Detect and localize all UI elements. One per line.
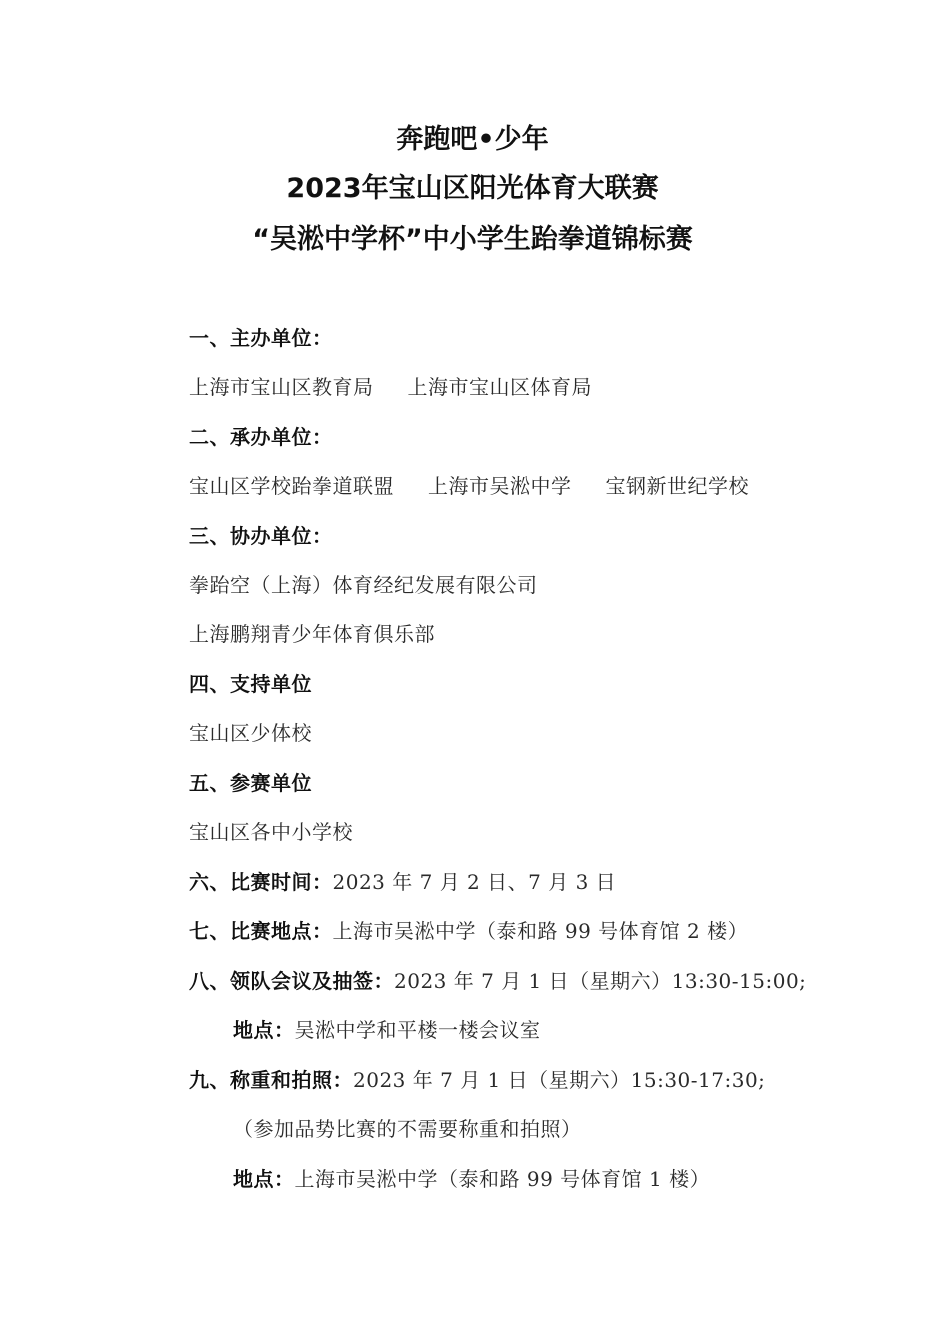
- undertaker-1: 宝山区学校跆拳道联盟: [189, 474, 394, 498]
- section-1-content: [189, 372, 592, 402]
- section-5-heading: 五、参赛单位: [189, 771, 312, 795]
- weigh-in-place: 上海市吴淞中学（泰和路 99 号体育馆 1 楼）: [294, 1167, 711, 1191]
- organizer-2: 上海市宝山区体育局: [407, 375, 592, 399]
- organizer-1: 上海市宝山区教育局: [189, 375, 374, 399]
- weigh-in-place-label: 地点：: [233, 1167, 295, 1191]
- weigh-in-note: （参加品势比赛的不需要称重和拍照）: [233, 1117, 582, 1141]
- match-venue: 上海市吴淞中学（泰和路 99 号体育馆 2 楼）: [332, 919, 749, 943]
- supporter-1: 宝山区少体校: [189, 721, 312, 745]
- meeting-place: 吴淞中学和平楼一楼会议室: [294, 1018, 541, 1042]
- section-8-place-row: [233, 1015, 541, 1045]
- section-6-row: [189, 867, 616, 897]
- participant-1: 宝山区各中小学校: [189, 820, 353, 844]
- co-organizer-1: 拳跆空（上海）体育经纪发展有限公司: [189, 573, 538, 597]
- co-organizer-2: 上海鹏翔青少年体育俱乐部: [189, 622, 435, 646]
- title-line-2: 2023年宝山区阳光体育大联赛: [286, 173, 659, 204]
- section-7-row: [189, 916, 748, 946]
- section-1-heading: 一、主办单位：: [189, 326, 333, 350]
- undertaker-3: 宝钢新世纪学校: [605, 474, 749, 498]
- section-2-heading: 二、承办单位：: [189, 425, 333, 449]
- weigh-in-time: 2023 年 7 月 1 日（星期六）15:30-17:30;: [353, 1068, 766, 1092]
- section-6-heading: 六、比赛时间：: [189, 870, 333, 894]
- section-3-heading: 三、协办单位：: [189, 524, 333, 548]
- section-8-heading: 八、领队会议及抽签：: [189, 969, 394, 993]
- section-4-heading: 四、支持单位: [189, 672, 312, 696]
- meeting-place-label: 地点：: [233, 1018, 295, 1042]
- title-line-1: 奔跑吧•少年: [396, 124, 549, 155]
- match-time: 2023 年 7 月 2 日、7 月 3 日: [332, 870, 617, 894]
- undertaker-2: 上海市吴淞中学: [428, 474, 572, 498]
- meeting-time: 2023 年 7 月 1 日（星期六）13:30-15:00;: [394, 969, 807, 993]
- section-2-content: [189, 471, 749, 501]
- title-line-3: “吴淞中学杯”中小学生跆拳道锦标赛: [252, 224, 693, 255]
- section-9-place-row: [233, 1164, 710, 1194]
- section-9-heading: 九、称重和拍照：: [189, 1068, 353, 1092]
- section-9-row: [189, 1065, 765, 1095]
- section-8-row: [189, 966, 806, 996]
- section-7-heading: 七、比赛地点：: [189, 919, 333, 943]
